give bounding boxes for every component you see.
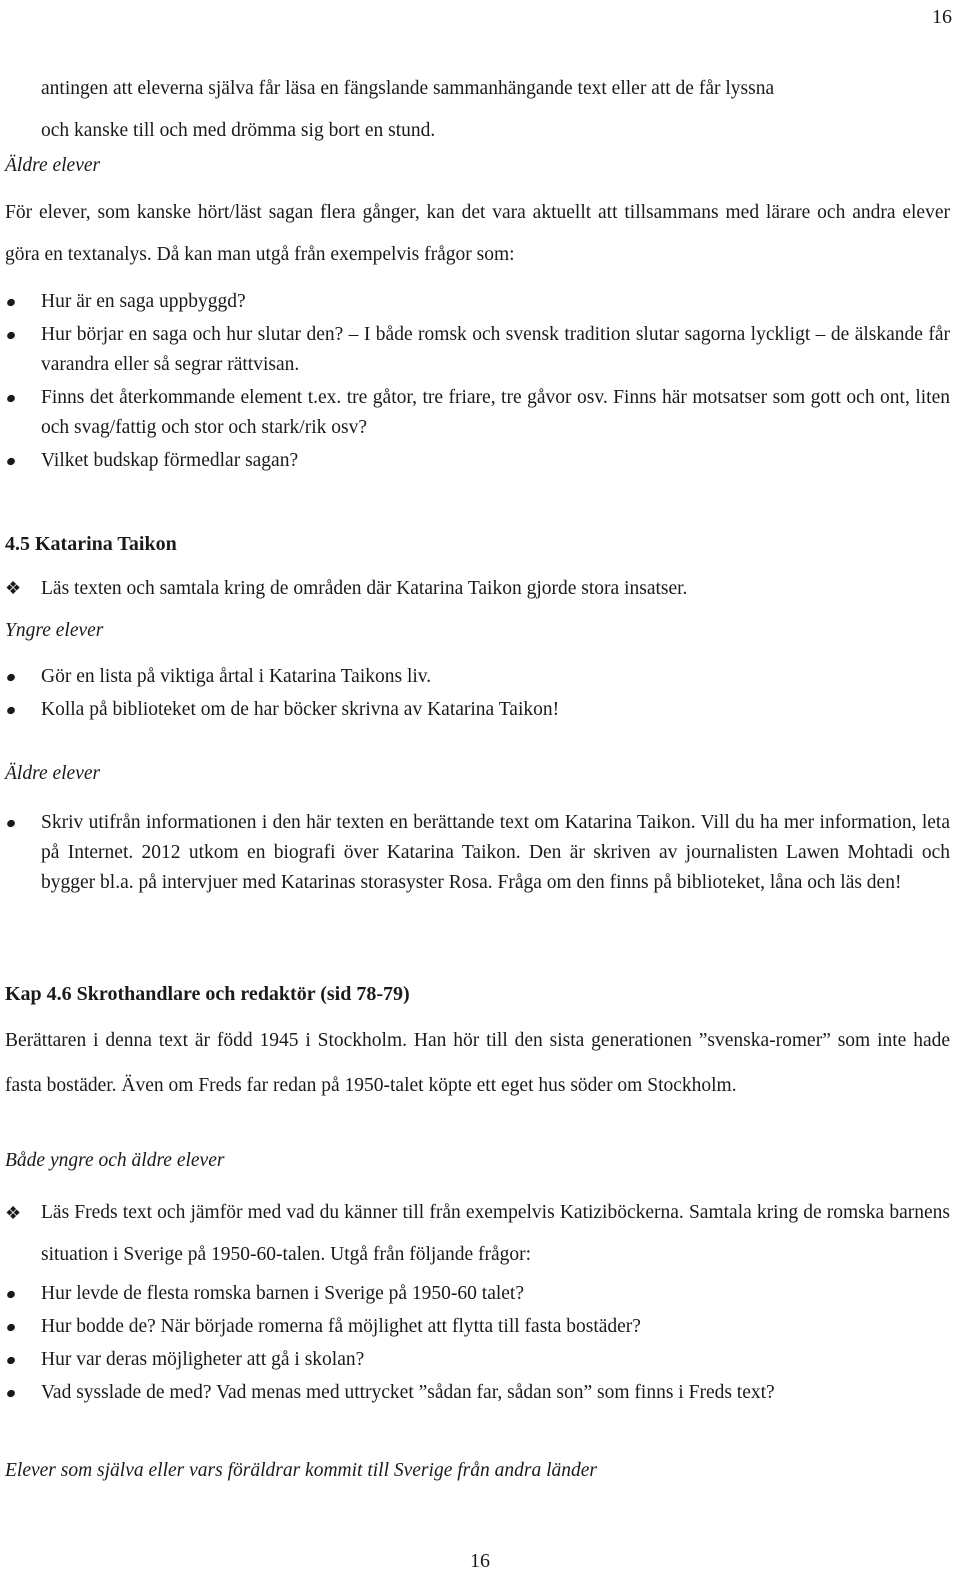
bullet-icon	[6, 672, 16, 682]
diamond-bullet-icon: ❖	[5, 578, 22, 598]
bullet-icon	[6, 456, 16, 466]
list-item: Hur levde de flesta romska barnen i Sverige på 1950-60 talet?	[5, 1279, 950, 1309]
section-4-6-paragraph: Berättaren i denna text är född 1945 i Stockholm. Han hör till den sista generationen ”svenska-romer” som inte hade fasta bostäder. Även om Freds far redan på 1950-talet köpte ett eget hus söder om Stockholm.	[5, 1030, 950, 1096]
intro-paragraph	[41, 68, 951, 152]
bullet-icon	[6, 393, 16, 403]
younger-students-label: Yngre elever	[5, 620, 104, 641]
older-students-label-2: Äldre elever	[5, 763, 101, 784]
list-item: Gör en lista på viktiga årtal i Katarina Taikons liv.	[5, 662, 950, 692]
older-tasks-list	[5, 808, 950, 901]
list-item: Vilket budskap förmedlar sagan?	[5, 446, 950, 476]
section-heading-4-5: 4.5 Katarina Taikon	[5, 533, 177, 555]
older-students-paragraph: För elever, som kanske hört/läst sagan flera gånger, kan det vara aktuellt att tillsammans med lärare och andra elever göra en textanalys. Då kan man utgå från exempelvis frågor som:	[5, 202, 950, 265]
list-item: Vad sysslade de med? Vad menas med uttrycket ”sådan far, sådan son” som finns i Freds text?	[5, 1378, 950, 1408]
page-number-top: 16	[932, 6, 952, 28]
intro-line-2: och kanske till och med drömma sig bort en stund.	[41, 120, 436, 141]
bullet-icon	[6, 1289, 16, 1299]
list-item: Hur börjar en saga och hur slutar den? – I både romsk och svensk tradition slutar sagorna lyckligt – de älskande får varandra eller så segrar rättvisan.	[5, 320, 950, 380]
list-item: Hur bodde de? När började romerna få möjlighet att flytta till fasta bostäder?	[5, 1312, 950, 1342]
fred-questions-list	[5, 1279, 950, 1411]
intro-line-1: antingen att eleverna själva får läsa en fängslande sammanhängande text eller att de får lyssna	[41, 78, 775, 99]
list-item: Finns det återkommande element t.ex. tre gåtor, tre friare, tre gåvor osv. Finns här motsatser som gott och ont, liten och svag/fattig och stor och stark/rik osv?	[5, 383, 950, 443]
section-heading-4-6: Kap 4.6 Skrothandlare och redaktör (sid 78-79)	[5, 983, 410, 1005]
diamond-task-4-6: ❖ Läs Freds text och jämför med vad du känner till från exempelvis Katiziböckerna. Samtala kring de romska barnens situation i Sverige på 1950-60-talen. Utgå från följande frågor:	[5, 1192, 950, 1276]
analysis-questions-list	[5, 287, 950, 479]
bullet-icon	[6, 1388, 16, 1398]
diamond-task-4-5: ❖ Läs texten och samtala kring de områden där Katarina Taikon gjorde stora insatser.	[5, 578, 688, 599]
list-item: Kolla på biblioteket om de har böcker skrivna av Katarina Taikon!	[5, 695, 950, 725]
bullet-icon	[6, 1322, 16, 1332]
bullet-icon	[6, 818, 16, 828]
bullet-icon	[6, 705, 16, 715]
immigrant-students-label: Elever som själva eller vars föräldrar kommit till Sverige från andra länder	[5, 1460, 597, 1481]
bullet-icon	[6, 330, 16, 340]
list-item: Skriv utifrån informationen i den här texten en berättande text om Katarina Taikon. Vill du ha mer information, leta på Internet. 2012 utkom en biografi över Katarina Taikon. Den är skriven av journalisten Lawen Mohtadi och bygger bl.a. på intervjuer med Katarinas storasyster Rosa. Fråga om den finns på biblioteket, låna och läs den!	[5, 808, 950, 898]
list-item: Hur är en saga uppbyggd?	[5, 287, 950, 317]
page-number-bottom: 16	[470, 1550, 490, 1572]
older-students-label: Äldre elever	[5, 155, 101, 176]
list-item: Hur var deras möjligheter att gå i skolan?	[5, 1345, 950, 1375]
bullet-icon	[6, 297, 16, 307]
both-students-label: Både yngre och äldre elever	[5, 1150, 225, 1171]
bullet-icon	[6, 1355, 16, 1365]
diamond-bullet-icon: ❖	[5, 1203, 22, 1223]
younger-tasks-list	[5, 662, 950, 728]
